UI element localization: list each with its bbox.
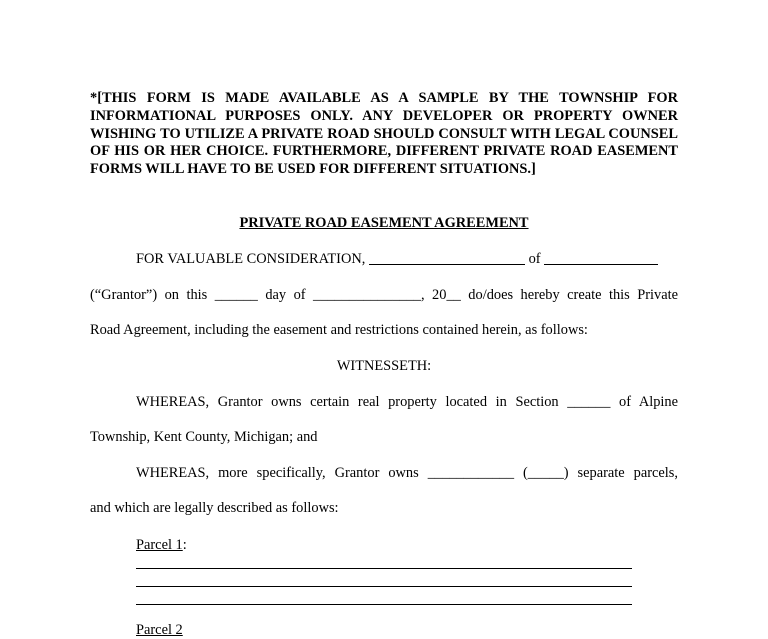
- parcel-1-label: Parcel 1: [136, 537, 183, 553]
- consideration-line: [136, 250, 658, 268]
- grantor-name-blank: [369, 250, 525, 265]
- consideration-lead: FOR VALUABLE CONSIDERATION,: [136, 251, 366, 267]
- witnesseth-heading: WITNESSETH:: [336, 358, 432, 374]
- parcel-1-heading: [136, 536, 187, 554]
- parcel-2-heading: [136, 621, 183, 639]
- township-line: Township, Kent County, Michigan; and: [90, 429, 318, 445]
- sample-form-notice: *[THIS FORM IS MADE AVAILABLE AS A SAMPLE BY THE TOWNSHIP FOR INFORMATIONAL PURPOSES ONLY. ANY DEVELOPER OR PROPERTY OWNER WISHING TO UTILIZE A PRIVATE ROAD SHOULD CONSULT WITH LEGAL COUNSEL OF HIS OR HER CHOICE. FURTHERMORE, DIFFERENT PRIVATE ROAD EASEMENT FORMS WILL HAVE TO BE USED FOR DIFFERENT SITUATIONS.]: [90, 90, 678, 178]
- agreement-title: PRIVATE ROAD EASEMENT AGREEMENT: [239, 215, 529, 231]
- legal-description-line: and which are legally described as follows:: [90, 500, 339, 516]
- grantor-address-blank: [544, 250, 658, 265]
- of-word: of: [528, 251, 541, 267]
- parcel-1-description-blank: [136, 604, 632, 605]
- parcel-1-colon: :: [182, 537, 187, 553]
- agreement-scope-line: Road Agreement, including the easement and restrictions contained herein, as follows:: [90, 322, 588, 338]
- whereas-section-line: WHEREAS, Grantor owns certain real property located in Section ______ of Alpine: [136, 394, 678, 410]
- parcel-2-label: Parcel 2: [136, 622, 183, 638]
- grantor-date-line: (“Grantor”) on this ______ day of _______________, 20__ do/does hereby create this Private: [90, 287, 678, 303]
- parcel-1-description-blank: [136, 586, 632, 587]
- whereas-parcels-line: WHEREAS, more specifically, Grantor owns ____________ (_____) separate parcels,: [136, 465, 678, 481]
- parcel-1-description-blank: [136, 568, 632, 569]
